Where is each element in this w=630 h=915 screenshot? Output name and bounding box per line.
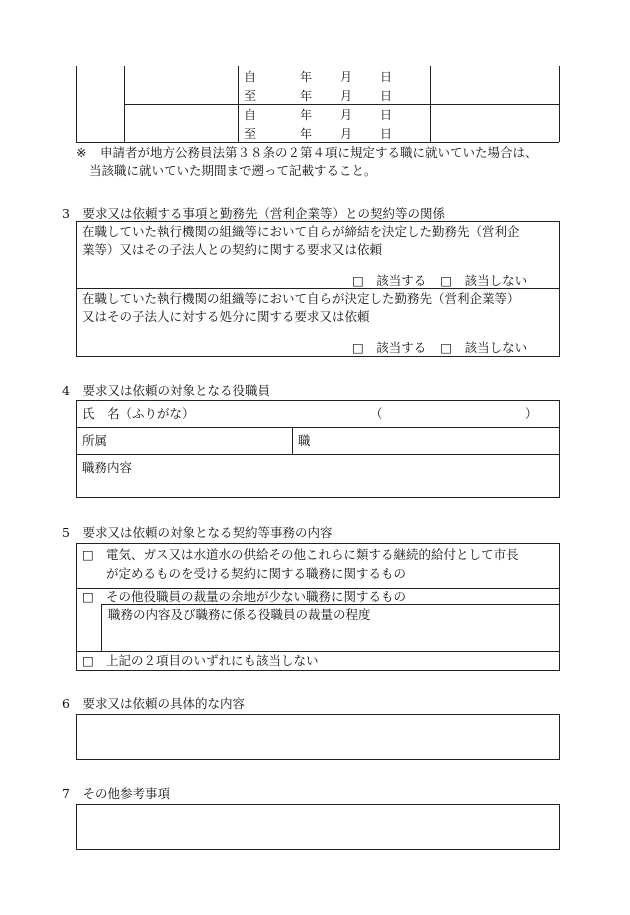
history-note-line-2: 当該職に就いていた期間まで遡って記載すること。 (89, 163, 377, 178)
history-table-border-left (76, 66, 77, 142)
section-3-item-1-checkboxes (352, 271, 527, 289)
section-4-post-label: 職 (298, 433, 311, 448)
section-5-option-2-checkbox[interactable]: □ (82, 589, 94, 604)
section-5-option-3-checkbox[interactable]: □ (82, 653, 94, 668)
section-5-sub-left (101, 604, 102, 651)
history-note-line-1: 申請者が地方公務員法第３８条の２第４項に規定する職に就いていた場合は、 (100, 145, 538, 160)
section-7-title: 7 その他参考事項 (62, 786, 170, 801)
section-3-item-1-no-checkbox[interactable]: □ 該当しない (440, 273, 528, 288)
section-3-item-2-yes-checkbox[interactable]: □ 該当する (352, 340, 427, 355)
section-4-duty-label: 職務内容 (82, 460, 133, 475)
section-5-option-1-line-1: 電気、ガス又は水道水の供給その他これらに類する継続的給付として市長 (106, 547, 519, 562)
section-4-furigana-open: （ (370, 406, 383, 421)
section-5-option-3-text: 上記の２項目のいずれにも該当しない (106, 653, 319, 668)
section-5-option-1-checkbox[interactable]: □ (82, 547, 94, 562)
section-3-item-1-line-1: 在職していた執行機関の組織等において自らが締結を決定した勤務先（営利企 (82, 224, 520, 239)
section-3-item-2-line-2: 又はその子法人に対する処分に関する要求又は依頼 (82, 309, 370, 324)
section-5-title: 5 要求又は依頼の対象となる契約等事務の内容 (62, 525, 333, 540)
section-4-furigana-close: ） (525, 406, 538, 421)
section-4-dept-label: 所属 (82, 433, 108, 448)
history-table-row-divider (124, 104, 559, 105)
section-4-title: 4 要求又は依頼の対象となる役職員 (62, 383, 270, 398)
section-6-title: 6 要求又は依頼の具体的な内容 (62, 696, 245, 711)
section-6-input-area[interactable] (76, 714, 560, 760)
section-4-row-divider-2 (76, 454, 560, 455)
history-note-mark: ※ (76, 145, 87, 160)
history-table-border-right (559, 66, 560, 142)
history-table-border-bottom (76, 142, 559, 143)
section-5-row-divider-2 (76, 651, 560, 652)
section-5-option-1-line-2: が定めるものを受ける契約に関する職務に関するもの (106, 566, 407, 581)
section-4-name-label: 氏 名（ふりがな） (82, 406, 195, 421)
section-3-item-2-checkboxes (352, 338, 527, 356)
section-7-input-area[interactable] (76, 804, 560, 850)
section-3-item-2-line-1: 在職していた執行機関の組織等において自らが決定した勤務先（営利企業等） (82, 291, 520, 306)
section-3-item-1-line-2: 業等）又はその子法人との契約に関する要求又は依頼 (82, 242, 383, 257)
section-3-title: 3 要求又は依頼する事項と勤務先（営利企業等）との契約等の関係 (62, 206, 445, 221)
section-4-col-divider (292, 427, 293, 454)
section-3-item-2-no-checkbox[interactable]: □ 該当しない (440, 340, 528, 355)
section-3-item-1-yes-checkbox[interactable]: □ 該当する (352, 273, 427, 288)
section-5-option-2-sub-label: 職務の内容及び職務に係る役職員の裁量の程度 (108, 607, 371, 622)
section-4-row-divider-1 (76, 427, 560, 428)
section-5-option-2-text: その他役職員の裁量の余地が少ない職務に関するもの (106, 589, 407, 604)
